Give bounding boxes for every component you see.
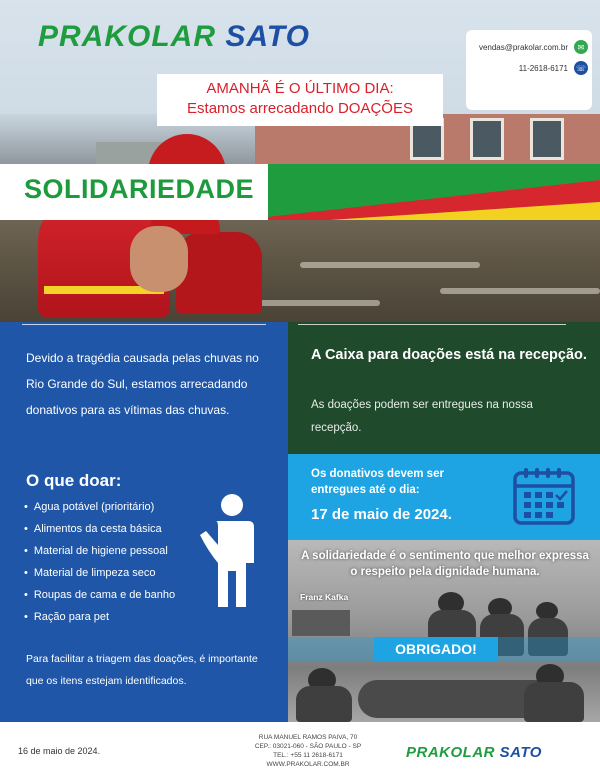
banner-title: SOLIDARIEDADE — [24, 174, 255, 204]
firefighter-face — [130, 226, 188, 292]
list-item: • Agua potável (prioritário) — [24, 496, 175, 518]
quote-author: Franz Kafka — [300, 592, 349, 602]
phone-icon: ☏ — [574, 61, 588, 75]
announcement-box — [157, 74, 443, 126]
list-item: • Material de higiene pessoal — [24, 540, 175, 562]
email-icon: ✉ — [574, 40, 588, 54]
deadline-text: Os donativos devem ser entregues até o dia: — [311, 468, 444, 496]
announcement-line1: AMANHÃ É O ÚLTIMO DIA: — [206, 80, 394, 97]
calendar-icon — [512, 466, 576, 526]
footer-brand-logo — [406, 744, 542, 761]
address-line: RUA MANUEL RAMOS PAIVA, 70 — [258, 734, 358, 741]
list-item: • Alimentos da cesta básica — [24, 518, 175, 540]
firefighter-second — [176, 232, 262, 314]
brand-logo — [38, 20, 310, 54]
quote-text: A solidariedade é o sentimento que melhor expressa o respeito pela dignidade humana. — [301, 550, 589, 578]
person-icon — [194, 491, 270, 611]
contact-box — [466, 30, 592, 110]
contact-phone-row[interactable] — [519, 61, 588, 75]
brand-logo-part1: PRAKOLAR — [38, 20, 216, 53]
contact-phone[interactable]: 11-2618-6171 — [518, 63, 568, 73]
contact-email-row[interactable] — [479, 40, 588, 54]
water-wave — [300, 262, 480, 268]
divider — [298, 324, 566, 325]
donation-note: Para facilitar a triagem das doações, é importante que os itens estejam identificados. — [26, 653, 258, 687]
water-wave — [260, 300, 380, 306]
rescuer — [296, 686, 352, 722]
contact-email[interactable]: vendas@prakolar.com.br — [478, 42, 568, 52]
list-item: • Roupas de cama e de banho — [24, 584, 175, 606]
list-item: • Material de limpeza seco — [24, 562, 175, 584]
intro-text: Devido a tragédia causada pelas chuvas no Rio Grande do Sul, estamos arrecadando donativos para as vítimas das chuvas. — [26, 351, 259, 417]
drop-off-title: A Caixa para doações está na recepção. — [311, 347, 587, 363]
announcement-line2: Estamos arrecadando DOAÇÕES — [187, 100, 413, 117]
rescuer — [524, 682, 584, 722]
fire-truck — [292, 610, 350, 636]
footer-logo-part1: PRAKOLAR — [406, 744, 495, 761]
donations-title: O que doar: — [26, 471, 122, 490]
address-line: CEP.: 03021-060 - SÃO PAULO - SP — [254, 743, 362, 750]
website-link[interactable]: WWW.PRAKOLAR.COM.BR — [266, 761, 350, 768]
divider — [22, 324, 266, 325]
water-wave — [440, 288, 600, 294]
footer-date: 16 de maio de 2024. — [18, 746, 101, 756]
footer-logo-part2: SATO — [499, 744, 542, 761]
address-line: TEL.: +55 11 2618-6171 — [273, 752, 343, 759]
house-window — [530, 118, 564, 160]
drop-off-subtitle: As doações podem ser entregues na nossa recepção. — [311, 399, 533, 434]
footer-address — [238, 733, 378, 769]
list-item: • Ração para pet — [24, 606, 175, 628]
deadline-date: 17 de maio de 2024. — [311, 506, 452, 523]
brand-logo-part2: SATO — [225, 20, 310, 53]
house-window — [470, 118, 504, 160]
thanks-label: OBRIGADO! — [374, 637, 498, 661]
donation-list — [24, 496, 175, 628]
